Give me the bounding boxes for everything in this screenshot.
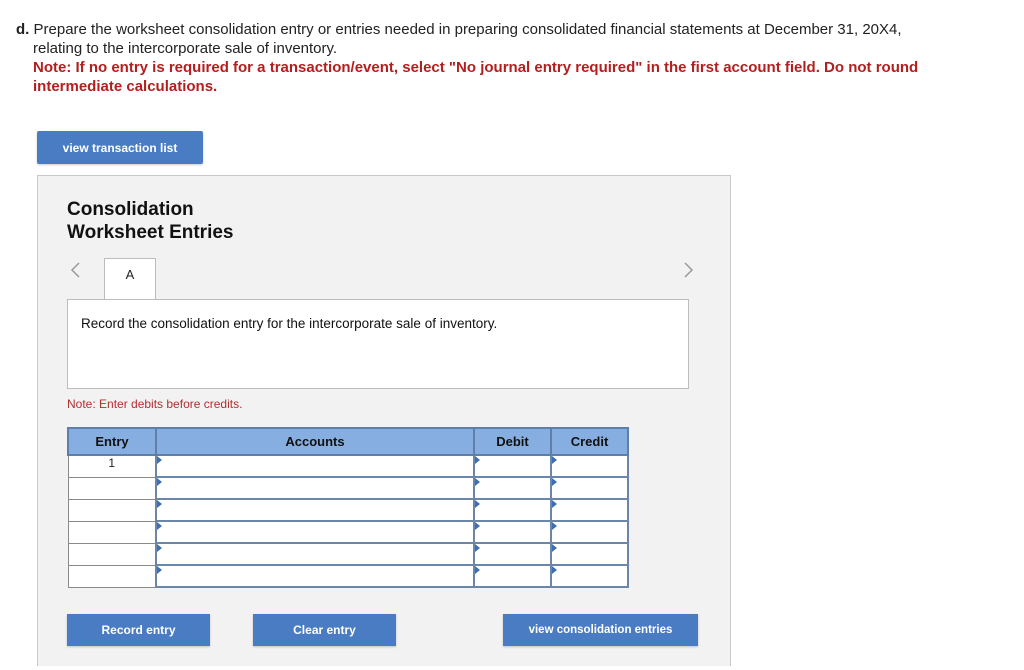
header-accounts: Accounts — [156, 428, 474, 455]
clear-entry-button[interactable]: Clear entry — [253, 614, 396, 646]
credit-input[interactable] — [551, 565, 628, 587]
dropdown-marker-icon — [157, 500, 162, 508]
entry-number: 1 — [68, 455, 156, 477]
account-input[interactable] — [156, 565, 474, 587]
debit-input[interactable] — [474, 543, 551, 565]
header-debit: Debit — [474, 428, 551, 455]
chevron-right-icon[interactable] — [683, 259, 695, 285]
input-marker-icon — [552, 522, 557, 530]
panel-title-line1: Consolidation — [67, 199, 194, 220]
input-marker-icon — [475, 500, 480, 508]
input-marker-icon — [475, 478, 480, 486]
dropdown-marker-icon — [157, 456, 162, 464]
table-header-row — [68, 428, 628, 455]
table-row — [68, 455, 628, 477]
consolidation-panel — [37, 175, 731, 666]
question-text — [16, 20, 1006, 96]
table-row — [68, 565, 628, 587]
question-label: d. — [16, 21, 30, 38]
table-row — [68, 477, 628, 499]
table-row — [68, 499, 628, 521]
tab-a[interactable]: A — [104, 258, 156, 300]
input-marker-icon — [475, 544, 480, 552]
input-marker-icon — [552, 500, 557, 508]
record-entry-button[interactable]: Record entry — [67, 614, 210, 646]
panel-title-line2: Worksheet Entries — [67, 222, 234, 243]
entry-number — [68, 477, 156, 499]
chevron-left-icon[interactable] — [69, 259, 81, 285]
question-note-line2: intermediate calculations. — [33, 78, 218, 95]
account-input[interactable] — [156, 499, 474, 521]
account-input[interactable] — [156, 543, 474, 565]
question-line2: relating to the intercorporate sale of inventory. — [33, 40, 338, 57]
input-marker-icon — [552, 566, 557, 574]
debit-input[interactable] — [474, 565, 551, 587]
input-marker-icon — [475, 522, 480, 530]
instruction-box — [67, 299, 689, 389]
instruction-text: Record the consolidation entry for the intercorporate sale of inventory. — [81, 316, 498, 331]
debit-input[interactable] — [474, 499, 551, 521]
input-marker-icon — [552, 544, 557, 552]
question-line1-text: Prepare the worksheet consolidation entry or entries needed in preparing consolidated financial statements at December 31, 20X4, — [33, 21, 902, 38]
panel-title — [67, 198, 233, 244]
credit-input[interactable] — [551, 477, 628, 499]
input-marker-icon — [552, 478, 557, 486]
question-line1 — [16, 20, 1006, 39]
credit-input[interactable] — [551, 499, 628, 521]
view-consolidation-entries-button[interactable]: view consolidation entries — [503, 614, 698, 646]
dropdown-marker-icon — [157, 522, 162, 530]
entry-number — [68, 543, 156, 565]
entry-number — [68, 565, 156, 587]
table-row — [68, 543, 628, 565]
dropdown-marker-icon — [157, 566, 162, 574]
debit-input[interactable] — [474, 521, 551, 543]
input-marker-icon — [552, 456, 557, 464]
account-input[interactable] — [156, 477, 474, 499]
input-marker-icon — [475, 566, 480, 574]
journal-entry-table — [67, 427, 629, 588]
credit-input[interactable] — [551, 521, 628, 543]
input-marker-icon — [475, 456, 480, 464]
account-input[interactable] — [156, 455, 474, 477]
credit-input[interactable] — [551, 455, 628, 477]
question-note-line1: Note: If no entry is required for a transaction/event, select "No journal entry required" in the first account field. Do not round — [33, 59, 919, 76]
credit-input[interactable] — [551, 543, 628, 565]
debit-input[interactable] — [474, 455, 551, 477]
dropdown-marker-icon — [157, 544, 162, 552]
header-entry: Entry — [68, 428, 156, 455]
table-row — [68, 521, 628, 543]
view-transaction-list-button[interactable]: view transaction list — [37, 131, 203, 164]
entry-number — [68, 499, 156, 521]
account-input[interactable] — [156, 521, 474, 543]
debits-note: Note: Enter debits before credits. — [67, 397, 243, 411]
dropdown-marker-icon — [157, 478, 162, 486]
entry-number — [68, 521, 156, 543]
debit-input[interactable] — [474, 477, 551, 499]
header-credit: Credit — [551, 428, 628, 455]
